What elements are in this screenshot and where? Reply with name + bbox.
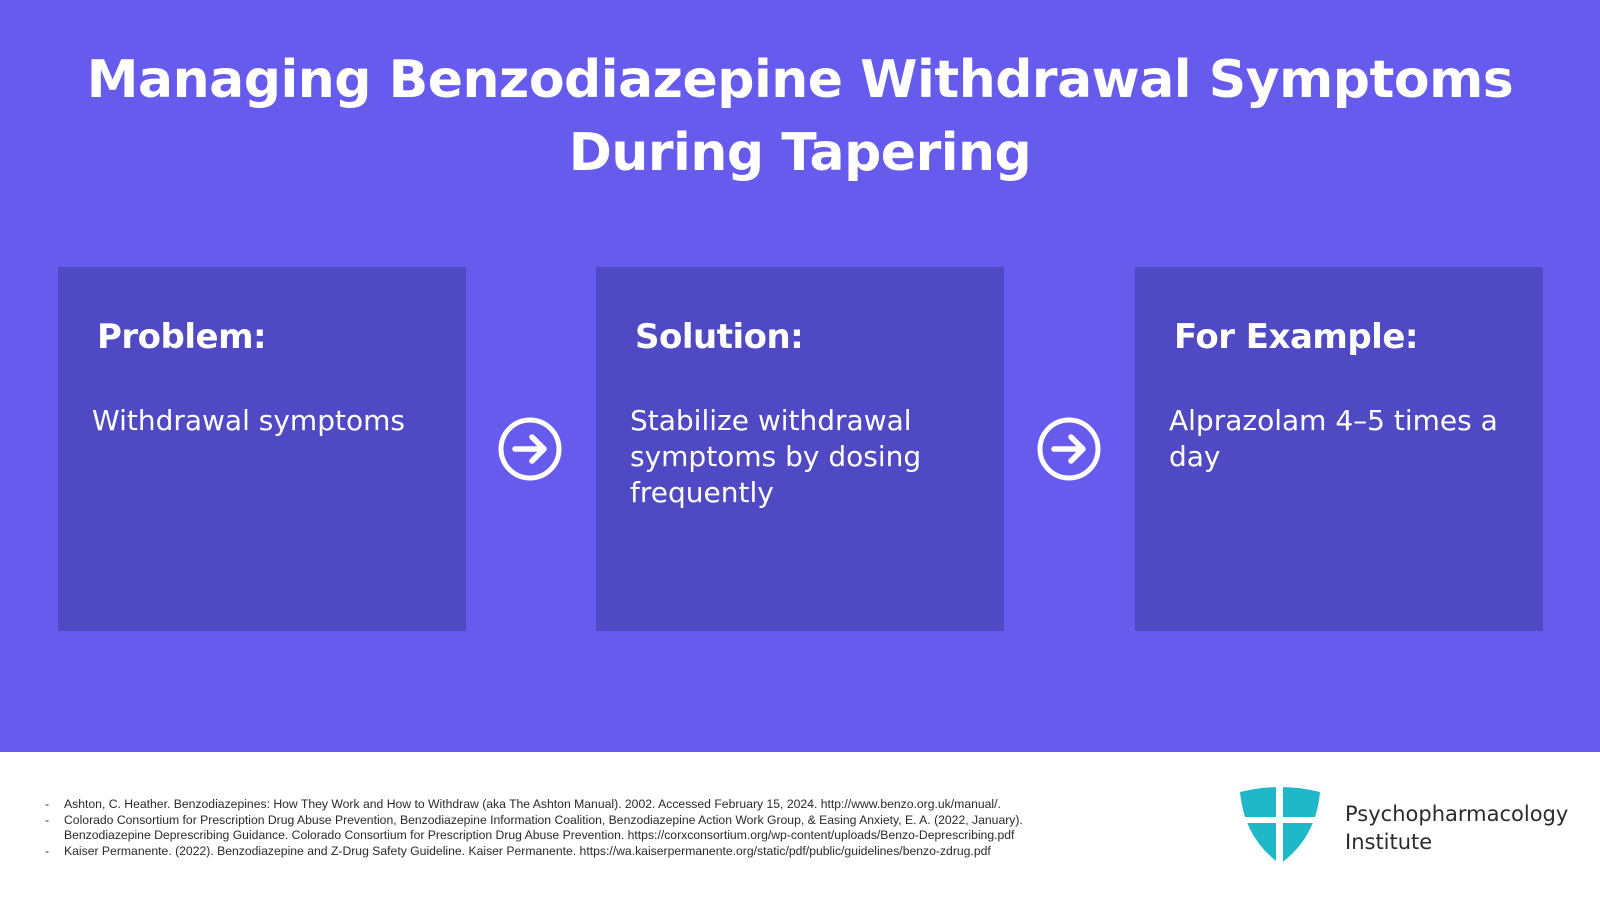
solution-card [596, 267, 1004, 631]
brand-line-1: Psychopharmacology [1345, 802, 1569, 826]
solution-heading: Solution: [635, 317, 804, 357]
slide-title [0, 44, 1600, 190]
reference-item [45, 844, 1195, 860]
example-body: Alprazolam 4–5 times a day [1169, 404, 1498, 473]
reference-line: - Ashton, C. Heather. Benzodiazepines: How They Work and How to Withdraw (aka The Ashton Manual). 2002. Accessed February 15, 2024. http://www.benzo.org.uk/manual/. [64, 797, 1001, 811]
brand-line-2: Institute [1345, 830, 1433, 854]
problem-heading: Problem: [97, 317, 267, 357]
reference-line: Benzodiazepine Deprescribing Guidance. Colorado Consortium for Prescription Drug Abuse Prevention. https://corxconsortium.org/wp-content/uploads/Benzo-Deprescribing.pdf [64, 828, 1015, 842]
example-heading: For Example: [1174, 317, 1418, 357]
title-line-2: During Tapering [568, 123, 1032, 183]
problem-body: Withdrawal symptoms [92, 404, 405, 437]
references-list [45, 797, 1195, 859]
title-line-1: Managing Benzodiazepine Withdrawal Symptoms [86, 50, 1514, 110]
example-card [1135, 267, 1543, 631]
shield-cross-logo [1238, 786, 1322, 866]
reference-line: - Kaiser Permanente. (2022). Benzodiazepine and Z-Drug Safety Guideline. Kaiser Permanente. https://wa.kaiserpermanente.org/static/pdf/public/guidelines/benzo-zdrug.pdf [64, 843, 991, 858]
reference-item [45, 797, 1195, 813]
reference-line: - Colorado Consortium for Prescription Drug Abuse Prevention, Benzodiazepine Information Coalition, Benzodiazepine Action Work Group, & Easing Anxiety, E. A. (2022, January). [64, 812, 1023, 827]
arrow-right-circle-icon [497, 416, 563, 482]
arrow-right-circle-icon [1036, 416, 1102, 482]
reference-item [45, 813, 1195, 844]
brand-name [1345, 800, 1568, 856]
solution-body: Stabilize withdrawal symptoms by dosing frequently [630, 404, 922, 509]
problem-card [58, 267, 466, 631]
